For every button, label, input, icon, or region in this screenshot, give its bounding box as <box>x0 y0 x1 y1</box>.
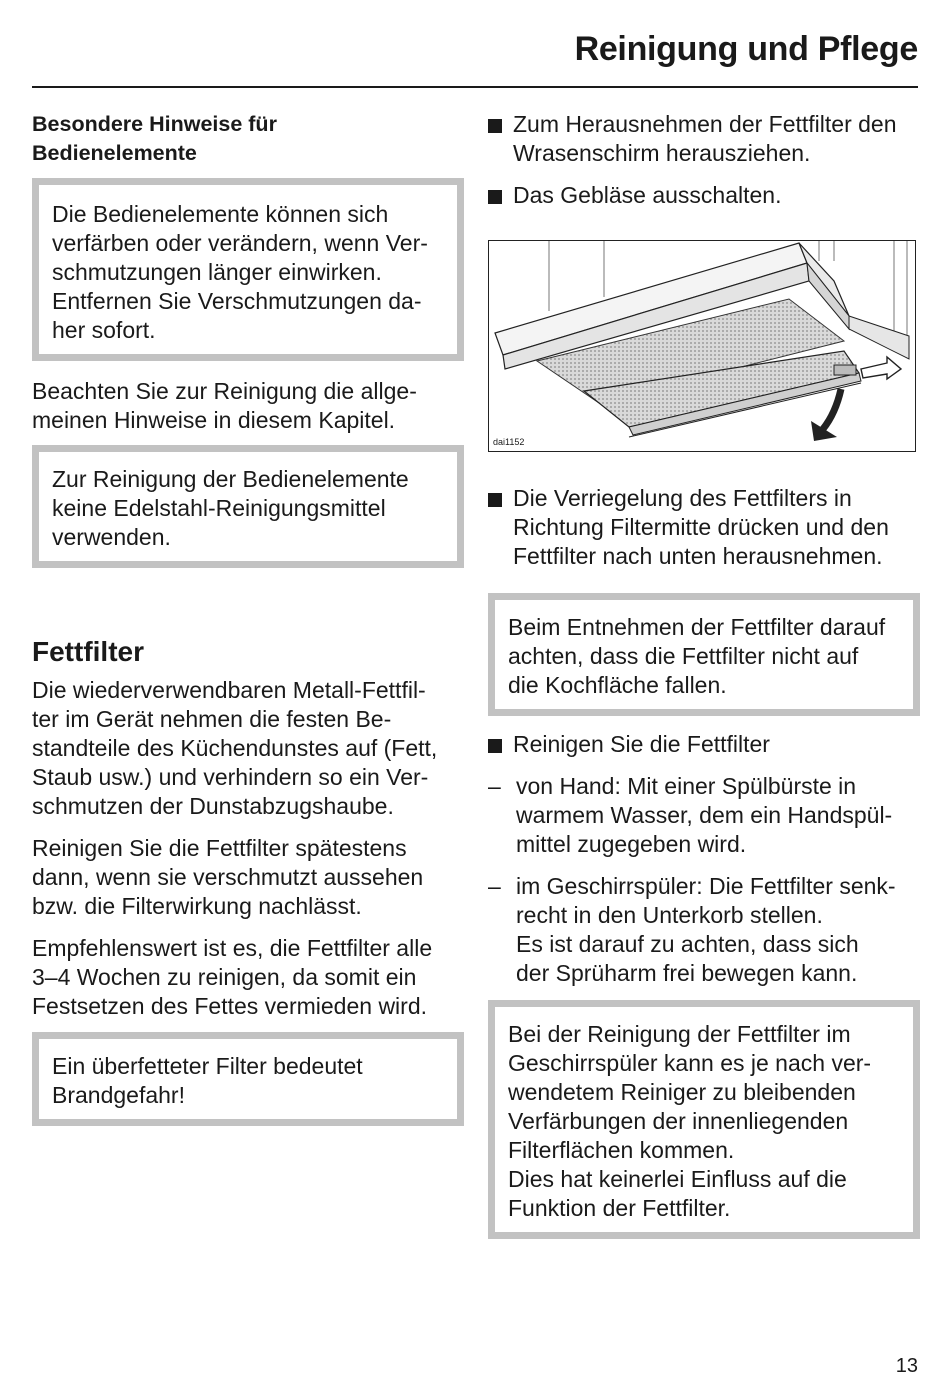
hood-filter-illustration <box>489 241 916 452</box>
figure-filter-removal <box>488 240 916 452</box>
paragraph-general-hints: Beachten Sie zur Reinigung die allge- meinen Hinweise in diesem Kapitel. <box>32 378 417 433</box>
bullet-press-latch: Die Verriegelung des Fettfilters in Richtung Filtermitte drücken und den Fettfilter nach unten herausnehmen. <box>488 484 920 571</box>
note-box-fire-hazard: Ein überfetteter Filter bedeutet Brandgefahr! <box>32 1032 464 1126</box>
bullet-clean-filters: Reinigen Sie die Fettfilter <box>488 730 920 759</box>
bullet-switch-off-fan: Das Gebläse ausschalten. <box>488 181 920 210</box>
dash-item-dishwasher: – im Geschirrspüler: Die Fettfilter senk- recht in den Unterkorb stellen. Es ist darauf zu achten, dass sich der Sprüharm frei bewegen kann. <box>488 873 896 986</box>
section-heading-fettfilter: Fettfilter <box>32 636 144 667</box>
right-column <box>488 110 920 1239</box>
note-box-discoloration: Die Bedienelemente können sich verfärben oder verändern, wenn Ver- schmutzungen länger einwirken. Entfernen Sie Verschmutzungen da- her sofort. <box>32 178 464 361</box>
page-title: Reinigung und Pflege <box>574 30 918 68</box>
figure-code-label: dai1152 <box>493 437 525 447</box>
square-bullet-icon <box>488 739 502 753</box>
note-box-discoloration-dishwasher: Bei der Reinigung der Fettfilter im Geschirrspüler kann es je nach ver- wendetem Reiniger zu bleibenden Verfärbungen der innenliegenden Filterflächen kommen. Dies hat keinerlei Einfluss auf die Funktion der Fettfilter. <box>488 1000 920 1239</box>
bullet-pull-out-screen: Zum Herausnehmen der Fettfilter den Wrasenschirm herausziehen. <box>488 110 920 168</box>
dash-marker: – <box>488 773 501 799</box>
section-subheading: Besondere Hinweise für Bedienelemente <box>32 112 277 165</box>
paragraph-cleaning-timing: Reinigen Sie die Fettfilter spätestens dann, wenn sie verschmutzt aussehen bzw. die Filterwirkung nachlässt. <box>32 835 424 919</box>
note-box-no-steel-cleaner: Zur Reinigung der Bedienelemente keine Edelstahl-Reinigungsmittel verwenden. <box>32 445 464 568</box>
header-divider <box>32 86 918 88</box>
paragraph-recommendation: Empfehlenswert ist es, die Fettfilter alle 3–4 Wochen zu reinigen, da somit ein Festsetzen des Fettes vermieden wird. <box>32 935 433 1019</box>
dash-item-by-hand: – von Hand: Mit einer Spülbürste in warmem Wasser, dem ein Handspül- mittel zugegeben wird. <box>488 773 893 857</box>
note-box-hob-caution: Beim Entnehmen der Fettfilter darauf achten, dass die Fettfilter nicht auf die Kochfläche fallen. <box>488 593 920 716</box>
square-bullet-icon <box>488 493 502 507</box>
square-bullet-icon <box>488 190 502 204</box>
square-bullet-icon <box>488 119 502 133</box>
dash-marker: – <box>488 873 501 899</box>
left-column <box>32 110 464 1126</box>
page-number: 13 <box>895 1355 918 1377</box>
paragraph-filter-description: Die wiederverwendbaren Metall-Fettfil- ter im Gerät nehmen die festen Be- standteile des Küchendunstes auf (Fett, Staub usw.) und verhindern so ein Ver- schmutzen der Dunstabzugshaube. <box>32 677 438 819</box>
